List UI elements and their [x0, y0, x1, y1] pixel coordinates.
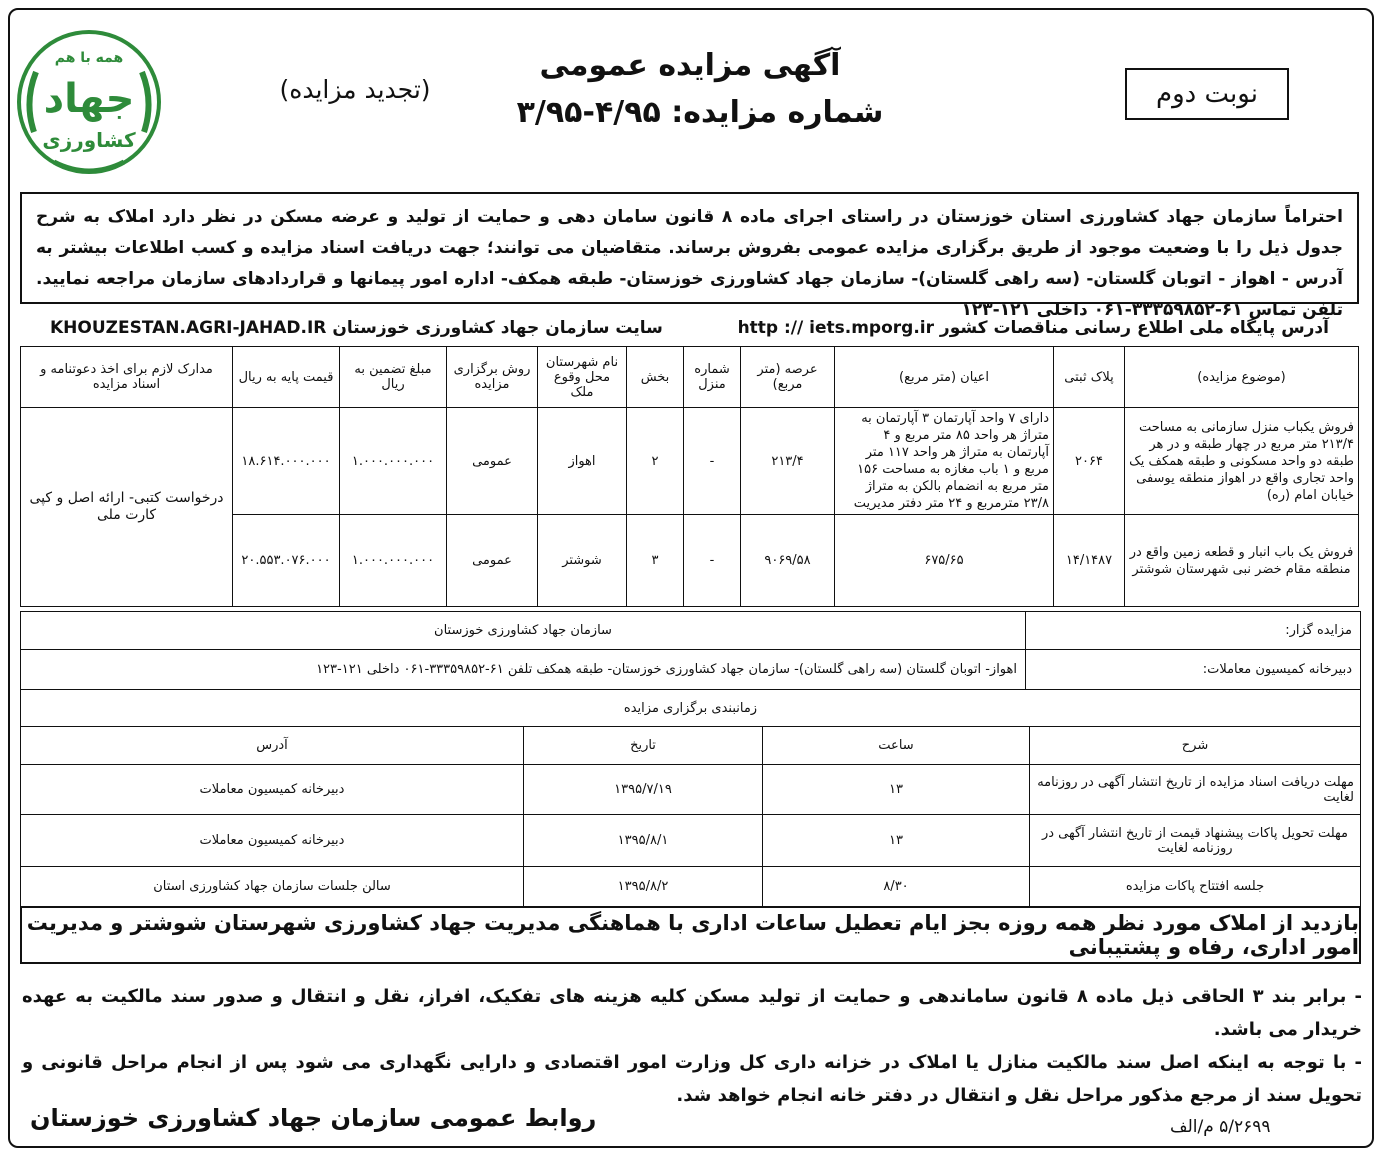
- note-item: - با توجه به اینکه اصل سند مالکیت منازل یا املاک در خزانه داری کل وزارت امور اقتصادی و دارایی نگهداری می شود پس از انجام مراحل قانونی و تحویل سند از مرجع مذکور مراحل نقل و انتقال در دفتر خانه انجام خواهد شد.: [22, 1052, 1362, 1106]
- row2-house-no: -: [684, 515, 741, 607]
- national-portal: آدرس پایگاه ملی اطلاع رسانی مناقصات کشور http :// iets.mporg.ir: [737, 318, 1329, 338]
- visit-notice: بازدید از املاک مورد نظر همه روزه بجز ایام تعطیل ساعات اداری با هماهنگی مدیریت جهاد کشاورزی شهرستان شوشتر و مدیریت امور اداری، رفاه و پشتیبانی: [20, 906, 1361, 964]
- row1-house-no: -: [684, 408, 741, 515]
- row2-city: شوشتر: [538, 515, 627, 607]
- row2-subject: فروش یک باب انبار و قطعه زمین واقع در منطقه مقام خضر نبی شهرستان شوشتر: [1125, 515, 1359, 607]
- turn-label: نوبت دوم: [1156, 79, 1258, 109]
- notice-code: ۵/۲۶۹۹ م/الف: [1170, 1117, 1271, 1137]
- secretariat-label: دبیرخانه کمیسیون معاملات:: [1026, 650, 1361, 690]
- row1-land: ۲۱۳/۴: [741, 408, 835, 515]
- notes-section: [22, 980, 1362, 1112]
- auction-number: شماره مزایده: ۴/۹۵-۳/۹۵: [516, 95, 884, 130]
- sched3-desc: جلسه افتتاح پاکات مزایده: [1030, 867, 1361, 907]
- sites-line: [20, 312, 1359, 348]
- schedule-table: [20, 726, 1361, 907]
- row1-building: دارای ۷ واحد آپارتمان ۳ آپارتمان به متراژ هر واحد ۸۵ متر مربع و ۴ آپارتمان به متراژ هر واحد ۱۱۷ متر مربع و ۱ باب مغازه به مساحت ۱۵۶ متر مربع به انضمام بالکن به متراژ ۲۳/۸ مترمربع و ۲۴ متر دفتر مدیریت: [835, 408, 1054, 515]
- schedule-title: زمانبندی برگزاری مزایده: [21, 690, 1361, 727]
- col-land: عرصه (متر مربع): [741, 347, 835, 408]
- auctioneer-value: سازمان جهاد کشاورزی خوزستان: [21, 612, 1026, 650]
- jahad-logo: [14, 22, 164, 182]
- table-row: [21, 815, 1361, 867]
- schedule-header-row: [21, 727, 1361, 765]
- col-house-no: شماره منزل: [684, 347, 741, 408]
- row2-guarantee: ۱.۰۰۰.۰۰۰.۰۰۰: [340, 515, 447, 607]
- sched2-time: ۱۳: [763, 815, 1030, 867]
- schedule-title-row: [21, 690, 1361, 727]
- row2-plaque: ۱۴/۱۴۸۷: [1054, 515, 1125, 607]
- row2-building: ۶۷۵/۶۵: [835, 515, 1054, 607]
- row2-base-price: ۲۰.۵۵۳.۰۷۶.۰۰۰: [233, 515, 340, 607]
- sched3-time: ۸/۳۰: [763, 867, 1030, 907]
- row1-section: ۲: [627, 408, 684, 515]
- col-guarantee: مبلغ تضمین به ریال: [340, 347, 447, 408]
- col-section: بخش: [627, 347, 684, 408]
- row2-method: عمومی: [447, 515, 538, 607]
- col-subject: (موضوع مزایده): [1125, 347, 1359, 408]
- sched1-date: ۱۳۹۵/۷/۱۹: [524, 765, 763, 815]
- row1-city: اهواز: [538, 408, 627, 515]
- secretariat-value: اهواز- اتوبان گلستان (سه راهی گلستان)- سازمان جهاد کشاورزی خوزستان- طبقه همکف تلفن ۶۱-۳۳۳۵۹۸۵۲-۰۶۱ داخلی ۱۲۱-۱۲۳: [21, 650, 1026, 690]
- row1-plaque: ۲۰۶۴: [1054, 408, 1125, 515]
- sched2-address: دبیرخانه کمیسیون معاملات: [21, 815, 524, 867]
- properties-table: [20, 346, 1359, 607]
- sched3-address: سالن جلسات سازمان جهاد کشاورزی استان: [21, 867, 524, 907]
- row1-guarantee: ۱.۰۰۰.۰۰۰.۰۰۰: [340, 408, 447, 515]
- sched-col-date: تاریخ: [524, 727, 763, 765]
- row2-section: ۳: [627, 515, 684, 607]
- sched1-address: دبیرخانه کمیسیون معاملات: [21, 765, 524, 815]
- sched-col-desc: شرح: [1030, 727, 1361, 765]
- sched3-date: ۱۳۹۵/۸/۲: [524, 867, 763, 907]
- public-relations-signature: روابط عمومی سازمان جهاد کشاورزی خوزستان: [30, 1104, 597, 1132]
- col-city: نام شهرستان محل وقوع ملک: [538, 347, 627, 408]
- intro-paragraph: احتراماً سازمان جهاد کشاورزی استان خوزستان در راستای اجرای ماده ۸ قانون سامان دهی و حمایت از تولید و عرضه مسکن در نظر دارد املاک به شرح جدول ذیل را با وضعیت موجود از طریق برگزاری مزایده عمومی بفروش برساند. متقاضیان می توانند؛ جهت دریافت اسناد مزایده و کسب اطلاعات بیشتر به آدرس - اهواز - اتوبان گلستان- (سه راهی گلستان)- سازمان جهاد کشاورزی خوزستان- طبقه همکف- اداره امور پیمانها و قراردادهای سازمان مراجعه نمایید. تلفن تماس ۶۱-۳۳۳۵۹۸۵۲-۰۶۱ داخلی ۱۲۱-۱۲۳: [20, 192, 1359, 304]
- sched1-time: ۱۳: [763, 765, 1030, 815]
- sched-col-address: آدرس: [21, 727, 524, 765]
- col-building: اعیان (متر مربع): [835, 347, 1054, 408]
- row1-base-price: ۱۸.۶۱۴.۰۰۰.۰۰۰: [233, 408, 340, 515]
- turn-box: [1125, 68, 1289, 120]
- table-row: [21, 765, 1361, 815]
- col-plaque: پلاک ثبتی: [1054, 347, 1125, 408]
- auctioneer-label: مزایده گزار:: [1026, 612, 1361, 650]
- svg-text:همه با هم: همه با هم: [54, 50, 124, 66]
- notice-title: آگهی مزایده عمومی: [539, 48, 841, 83]
- org-website: سایت سازمان جهاد کشاورزی خوزستان KHOUZESTAN.AGRI-JAHAD.IR: [50, 318, 663, 338]
- auctioneer-row: [21, 612, 1361, 650]
- sched2-desc: مهلت تحویل پاکات پیشنهاد قیمت از تاریخ انتشار آگهی در روزنامه لغایت: [1030, 815, 1361, 867]
- table-row: [21, 867, 1361, 907]
- secretariat-row: [21, 650, 1361, 690]
- col-method: روش برگزاری مزایده: [447, 347, 538, 408]
- documents-cell: درخواست کتبی- ارائه اصل و کپی کارت ملی: [21, 408, 233, 607]
- col-documents: مدارک لازم برای اخذ دعوتنامه و اسناد مزایده: [21, 347, 233, 408]
- row2-land: ۹۰۶۹/۵۸: [741, 515, 835, 607]
- sched2-date: ۱۳۹۵/۸/۱: [524, 815, 763, 867]
- sched-col-time: ساعت: [763, 727, 1030, 765]
- svg-text:جهاد: جهاد: [43, 76, 135, 122]
- row1-subject: فروش یکباب منزل سازمانی به مساحت ۲۱۳/۴ متر مربع در چهار طبقه و در هر طبقه دو واحد مسکونی و طبقه همکف یک واحد تجاری واقع در اهواز منطقه یوسفی خیابان امام (ره): [1125, 408, 1359, 515]
- sched1-desc: مهلت دریافت اسناد مزایده از تاریخ انتشار آگهی در روزنامه لغایت: [1030, 765, 1361, 815]
- note-item: - برابر بند ۳ الحاقی ذیل ماده ۸ قانون ساماندهی و حمایت از تولید مسکن کلیه هزینه های تفکیک، افراز، نقل و انتقال و صدور سند مالکیت به عهده خریدار می باشد.: [22, 986, 1362, 1040]
- table-header-row: [21, 347, 1359, 408]
- table-row: [21, 408, 1359, 515]
- renewal-label: (تجدید مزایده): [279, 75, 431, 104]
- row1-method: عمومی: [447, 408, 538, 515]
- svg-text:کشاورزی: کشاورزی: [42, 128, 136, 152]
- col-base-price: قیمت پایه به ریال: [233, 347, 340, 408]
- info-table: [20, 611, 1361, 727]
